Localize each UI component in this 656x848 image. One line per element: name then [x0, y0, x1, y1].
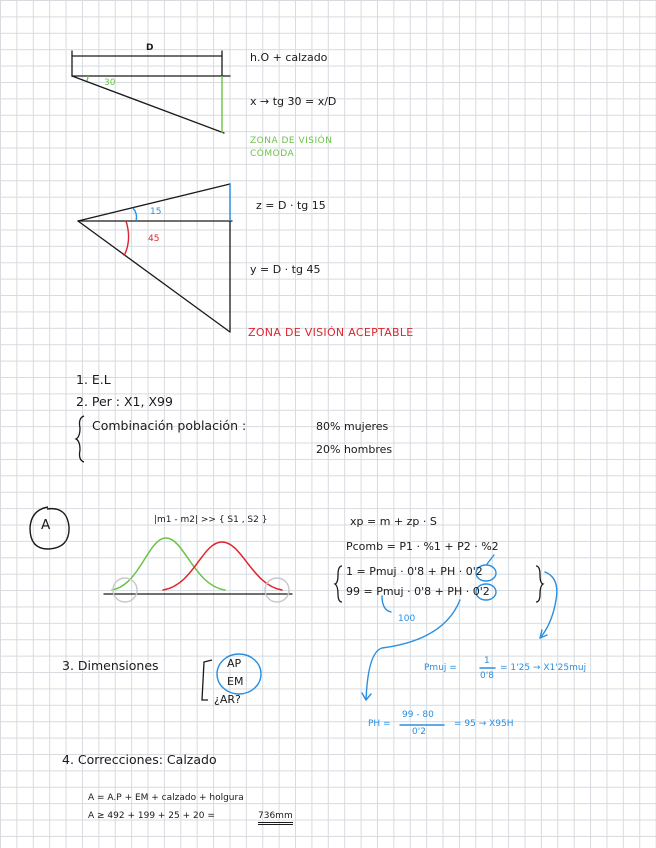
ph-numerator: 99 - 80 [402, 710, 434, 720]
arrow-to-pmuj [540, 572, 557, 638]
sketch1-triangle [72, 51, 230, 133]
dims-bracket [202, 660, 212, 700]
arrow-to-100 [382, 596, 391, 612]
ph-result: = 95 → X95H [454, 719, 514, 729]
sketch2-angle-arc-red [124, 221, 129, 256]
combination-brace [76, 416, 84, 462]
ph-arrow-small [487, 555, 494, 564]
origin-note: h.O + calzado [250, 51, 328, 64]
dim-ar: ¿AR? [214, 693, 241, 706]
tg30-formula: x → tg 30 = x/D [250, 95, 337, 108]
men-share: 20% hombres [316, 443, 393, 456]
system-brace-left [335, 566, 342, 602]
system-row-1: 1 = Pmuj · 0'8 + PH · 0'2 [346, 565, 483, 578]
distribution-plot [104, 538, 292, 602]
angle-30-label: 30 [104, 78, 116, 88]
angle-45-label: 45 [148, 234, 160, 244]
step-3: 3. Dimensiones [62, 658, 159, 673]
ph-lhs: PH = [368, 719, 391, 729]
dim-em: EM [227, 675, 244, 688]
pmuj-lhs: Pmuj = [424, 663, 457, 673]
zona-aceptable: ZONA DE VISIÓN ACEPTABLE [248, 326, 414, 339]
zona-comoda-line1: ZONA DE VISIÓN [250, 136, 333, 146]
z-formula: z = D · tg 15 [256, 199, 326, 212]
zona-comoda-line2: CÓMODA [250, 149, 295, 159]
step-4: 4. Correcciones: Calzado [62, 752, 217, 767]
dim-ap: AP [227, 657, 242, 670]
final-result: 736mm [258, 812, 293, 825]
y-formula: y = D · tg 45 [250, 263, 321, 276]
women-share: 80% mujeres [316, 420, 389, 433]
system-row-99: 99 = Pmuj · 0'8 + PH · 0'2 [346, 585, 490, 598]
final-equation-1: A = A.P + EM + calzado + holgura [88, 793, 244, 803]
angle-15-label: 15 [150, 207, 162, 217]
combination-label: Combinación población : [92, 418, 247, 433]
left-tail-circle [113, 578, 137, 602]
green-curve [112, 538, 225, 590]
pmuj-denominator: 0'8 [480, 671, 494, 681]
sketch1-hypotenuse [72, 76, 224, 133]
right-tail-circle [265, 578, 289, 602]
step-1: 1. E.L [76, 372, 111, 387]
ph-denominator: 0'2 [412, 727, 426, 737]
pmuj-numerator: 1 [484, 656, 490, 666]
label-d: D [146, 43, 154, 53]
separation-condition: |m1 - m2| >> { S1 , S2 } [154, 515, 268, 525]
hundred-label: 100 [398, 614, 416, 624]
final-equation-2: A ≥ 492 + 199 + 25 + 20 = [88, 811, 215, 821]
step-2: 2. Per : X1, X99 [76, 394, 173, 409]
pmuj-result: = 1'25 → X1'25muj [500, 663, 587, 673]
sketch1-angle-arc [87, 76, 88, 81]
pcomb-formula: Pcomb = P1 · %1 + P2 · %2 [346, 540, 499, 553]
xp-formula: xp = m + zp · S [350, 515, 437, 528]
blue-annotations [217, 555, 557, 725]
system-brace-right [536, 566, 543, 602]
sketch2-angle-arc-blue [133, 208, 137, 221]
section-a-marker: A [41, 517, 51, 533]
